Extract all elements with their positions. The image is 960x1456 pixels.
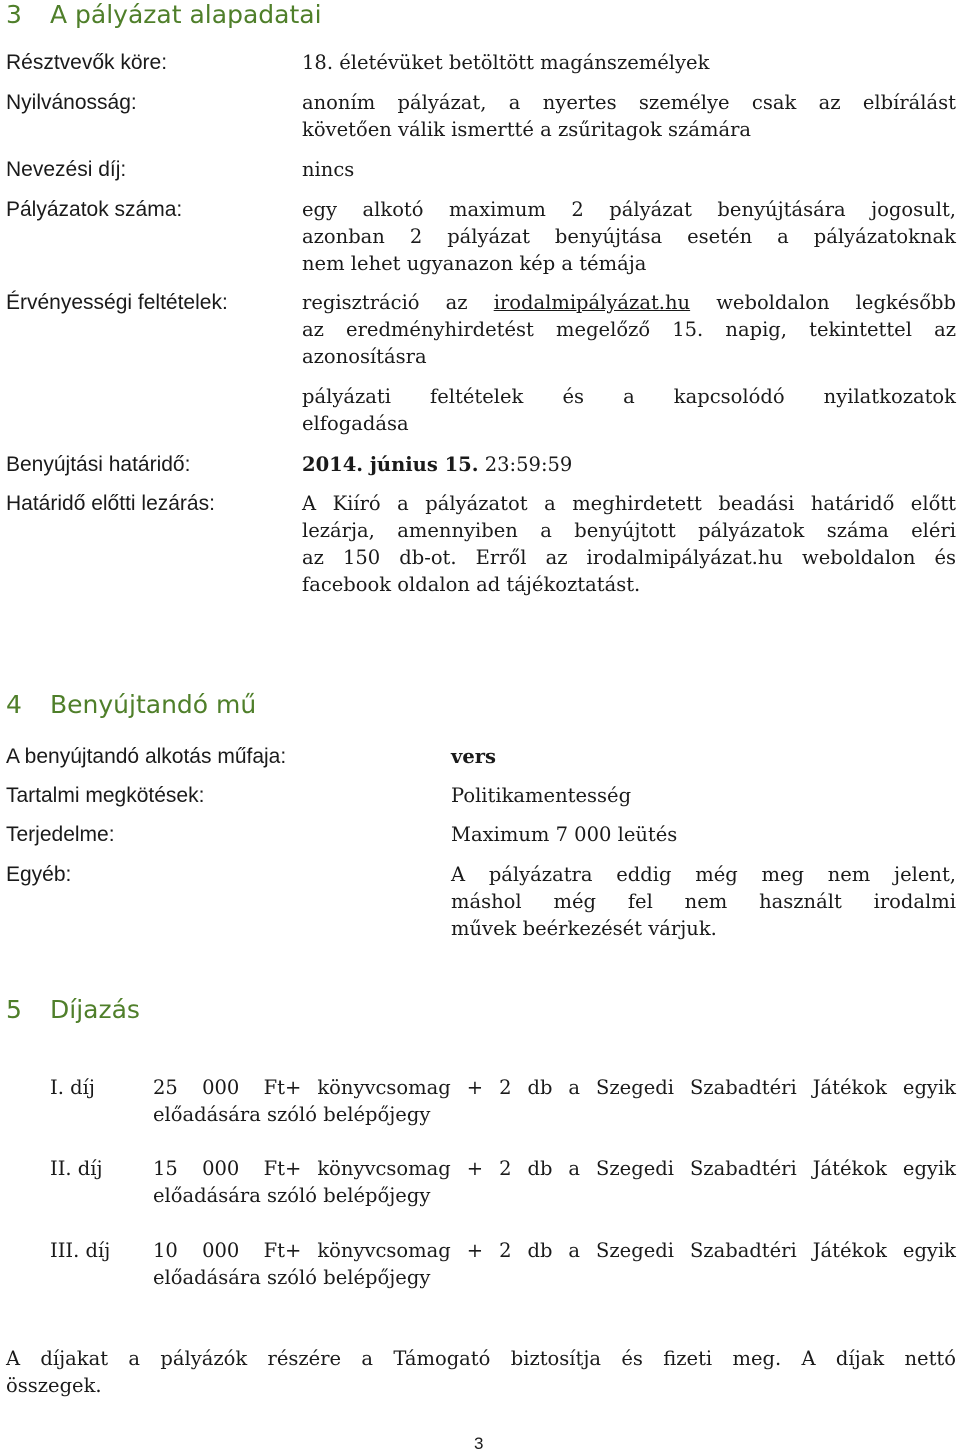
section-4-heading <box>6 690 256 719</box>
prize-row <box>153 1074 956 1128</box>
participants-label: Résztvevők köre: <box>6 51 168 74</box>
section-title: A pályázat alapadatai <box>50 0 322 29</box>
section-title: Díjazás <box>50 995 140 1024</box>
entry-fee-value: nincs <box>302 158 355 181</box>
text-line: az 150 db-ot. Erről az irodalmipályázat.hu weboldalon és <box>302 546 956 569</box>
genre-label: A benyújtandó alkotás műfaja: <box>6 745 287 768</box>
entry-fee-label: Nevezési díj: <box>6 158 127 181</box>
prize-amount: 25 000 Ft <box>153 1076 285 1099</box>
prize-desc-cont: előadására szóló belépőjegy <box>153 1103 431 1126</box>
site-link[interactable]: irodalmipályázat.hu <box>493 291 691 314</box>
early-close-value <box>302 490 956 598</box>
prize-label: II. díj <box>50 1157 103 1180</box>
text-line: anoním pályázat, a nyertes személye csak az elbírálást <box>302 91 956 114</box>
text-line: A pályázatra eddig még meg nem jelent, <box>451 863 956 886</box>
prize-row <box>153 1155 956 1209</box>
section-number: 4 <box>6 690 22 719</box>
content-restrictions-value: Politikamentesség <box>451 784 632 807</box>
early-close-label: Határidő előtti lezárás: <box>6 492 215 515</box>
prize-desc-cont: előadására szóló belépőjegy <box>153 1184 431 1207</box>
entries-count-value <box>302 196 956 277</box>
text-line: követően válik ismertté a zsűritagok számára <box>302 118 752 141</box>
validity-label: Érvényességi feltételek: <box>6 291 228 314</box>
prize-label: I. díj <box>50 1076 95 1099</box>
text-line: A díjakat a pályázók részére a Támogató biztosítja és fizeti meg. A díjak nettó <box>6 1347 956 1370</box>
section-number: 3 <box>6 0 22 29</box>
other-value <box>451 861 956 942</box>
text-line: pályázati feltételek és a kapcsolódó nyilatkozatok <box>302 385 956 408</box>
prize-desc: + könyvcsomag + 2 db a Szegedi Szabadtéri Játékok egyik <box>285 1076 956 1099</box>
page-number: 3 <box>474 1434 484 1453</box>
text-line: elfogadása <box>302 412 409 435</box>
length-value: Maximum 7 000 leütés <box>451 823 678 846</box>
validity-item-acceptance <box>302 383 956 437</box>
content-restrictions-label: Tartalmi megkötések: <box>6 784 205 807</box>
section-5-heading <box>6 995 140 1024</box>
validity-item-registration <box>302 289 956 370</box>
prize-row <box>153 1237 956 1291</box>
length-label: Terjedelme: <box>6 823 115 846</box>
section-number: 5 <box>6 995 22 1024</box>
text-line: azonosításra <box>302 345 427 368</box>
publicity-label: Nyilvánosság: <box>6 91 137 114</box>
text-line: nem lehet ugyanazon kép a témája <box>302 252 647 275</box>
prize-desc: + könyvcsomag + 2 db a Szegedi Szabadtéri Játékok egyik <box>285 1157 956 1180</box>
text-line: összegek. <box>6 1374 102 1397</box>
text-line: facebook oldalon ad tájékoztatást. <box>302 573 641 596</box>
publicity-value <box>302 89 956 143</box>
text-line: az eredményhirdetést megelőző 15. napig, tekintettel az <box>302 318 956 341</box>
text-line: A Kiíró a pályázatot a meghirdetett beadási határidő előtt <box>302 492 956 515</box>
text-span: weboldalon legkésőbb <box>690 291 957 314</box>
participants-value: 18. életévüket betöltött magánszemélyek <box>302 51 710 74</box>
text-line: művek beérkezését várjuk. <box>451 917 717 940</box>
section-title: Benyújtandó mű <box>50 690 257 719</box>
entries-count-label: Pályázatok száma: <box>6 198 183 221</box>
prize-desc-cont: előadására szóló belépőjegy <box>153 1266 431 1289</box>
deadline-value <box>302 451 956 478</box>
text-line: azonban 2 pályázat benyújtása esetén a pályázatoknak <box>302 225 956 248</box>
section-3-heading <box>6 0 322 29</box>
genre-value: vers <box>451 745 496 768</box>
prize-label: III. díj <box>50 1239 111 1262</box>
prize-amount: 10 000 Ft <box>153 1239 285 1262</box>
text-line: egy alkotó maximum 2 pályázat benyújtására jogosult, <box>302 198 956 221</box>
other-label: Egyéb: <box>6 863 72 886</box>
prize-desc: + könyvcsomag + 2 db a Szegedi Szabadtéri Játékok egyik <box>285 1239 956 1262</box>
deadline-label: Benyújtási határidő: <box>6 453 191 476</box>
text-line: lezárja, amennyiben a benyújtott pályázatok száma eléri <box>302 519 956 542</box>
prize-note <box>6 1345 956 1399</box>
prize-amount: 15 000 Ft <box>153 1157 285 1180</box>
deadline-time: 23:59:59 <box>478 453 573 476</box>
text-span: regisztráció az <box>302 291 494 314</box>
deadline-date: 2014. június 15. <box>302 453 479 476</box>
text-line: máshol még fel nem használt irodalmi <box>451 890 956 913</box>
